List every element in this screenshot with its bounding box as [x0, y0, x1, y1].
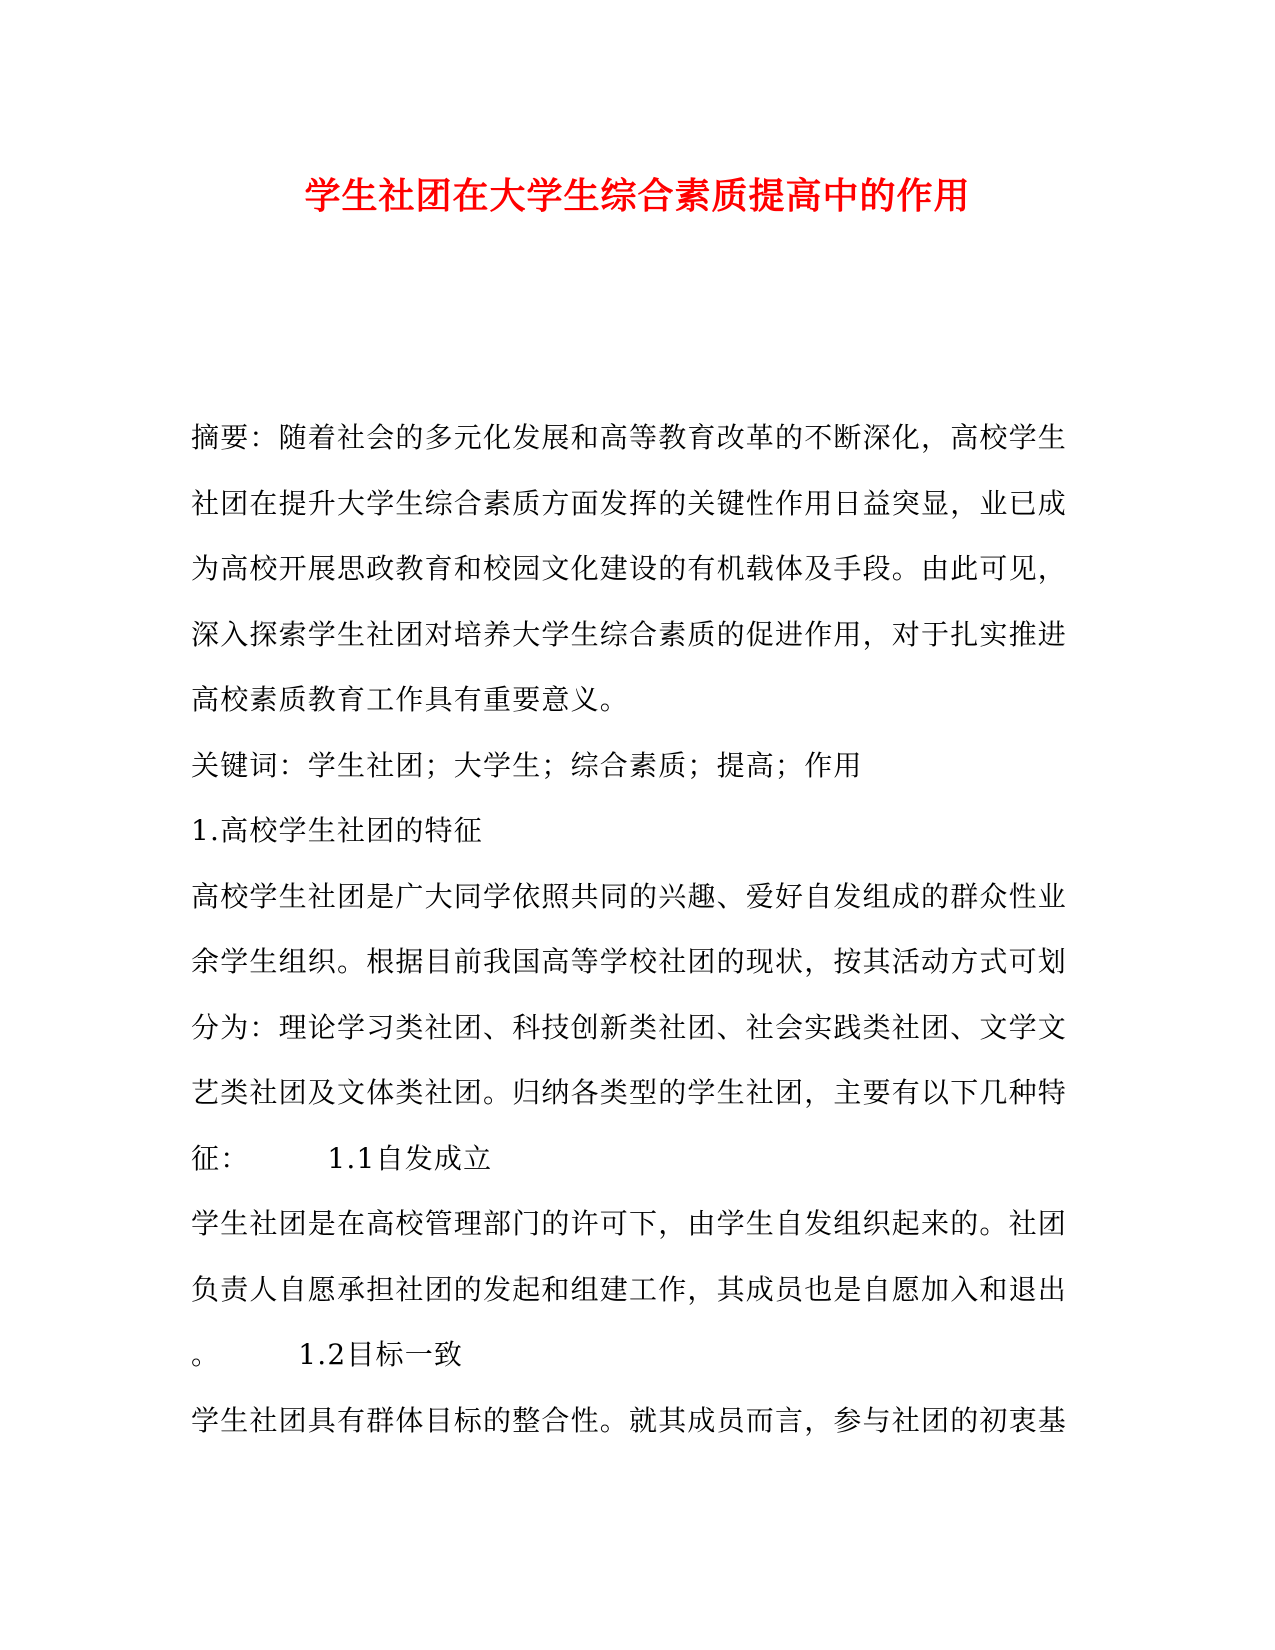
line-text: 高校素质教育工作具有重要意义。 — [191, 683, 630, 716]
line-text: 学生社团具有群体目标的整合性。就其成员而言，参与社团的初衷基 — [191, 1403, 1068, 1437]
line-text: 高校学生社团是广大同学依照共同的兴趣、爱好自发组成的群众性业 — [191, 879, 1068, 913]
line-text: 分为：理论学习类社团、科技创新类社团、社会实践类社团、文学文 — [191, 1010, 1068, 1044]
text-line — [191, 610, 1071, 676]
text-line — [191, 413, 1071, 479]
text-line — [191, 1396, 1071, 1462]
line-text: 学生社团是在高校管理部门的许可下，由学生自发组织起来的。社团 — [191, 1207, 1068, 1240]
line-text: 负责人自愿承担社团的发起和组建工作，其成员也是自愿加入和退出 — [191, 1272, 1068, 1306]
text-line — [191, 675, 1071, 741]
text-line — [191, 872, 1071, 938]
text-line — [191, 544, 1071, 610]
line-text: 余学生组织。根据目前我国高等学校社团的现状，按其活动方式可划 — [191, 945, 1068, 978]
line-text: 深入探索学生社团对培养大学生综合素质的促进作用，对于扎实推进 — [191, 617, 1068, 651]
text-line — [191, 1134, 1071, 1200]
line-text: 艺类社团及文体类社团。归纳各类型的学生社团，主要有以下几种特 — [191, 1076, 1068, 1109]
line-text: 社团在提升大学生综合素质方面发挥的关键性作用日益突显，业已成 — [191, 486, 1068, 520]
subsection-heading: 1.1自发成立 — [327, 1141, 493, 1175]
text-line — [191, 1199, 1071, 1265]
line-text: 为高校开展思政教育和校园文化建设的有机载体及手段。由此可见， — [191, 552, 1068, 585]
line-text: 。 — [191, 1338, 221, 1371]
document-body — [191, 413, 1071, 1461]
text-line — [191, 1003, 1071, 1069]
text-line — [191, 1068, 1071, 1134]
line-text: 摘要：随着社会的多元化发展和高等教育改革的不断深化，高校学生 — [191, 421, 1068, 454]
text-line — [191, 479, 1071, 545]
keywords-text: 关键词：学生社团；大学生；综合素质；提高；作用 — [191, 748, 863, 782]
text-line — [191, 937, 1071, 1003]
text-line — [191, 1330, 1071, 1396]
line-text: 征： — [191, 1141, 250, 1175]
document-title: 学生社团在大学生综合素质提高中的作用 — [304, 175, 971, 217]
section-heading-text: 1.高校学生社团的特征 — [191, 814, 483, 847]
text-line — [191, 1265, 1071, 1331]
subsection-heading: 1.2目标一致 — [298, 1338, 464, 1371]
section-heading — [191, 806, 1071, 872]
keywords-line — [191, 741, 1071, 807]
